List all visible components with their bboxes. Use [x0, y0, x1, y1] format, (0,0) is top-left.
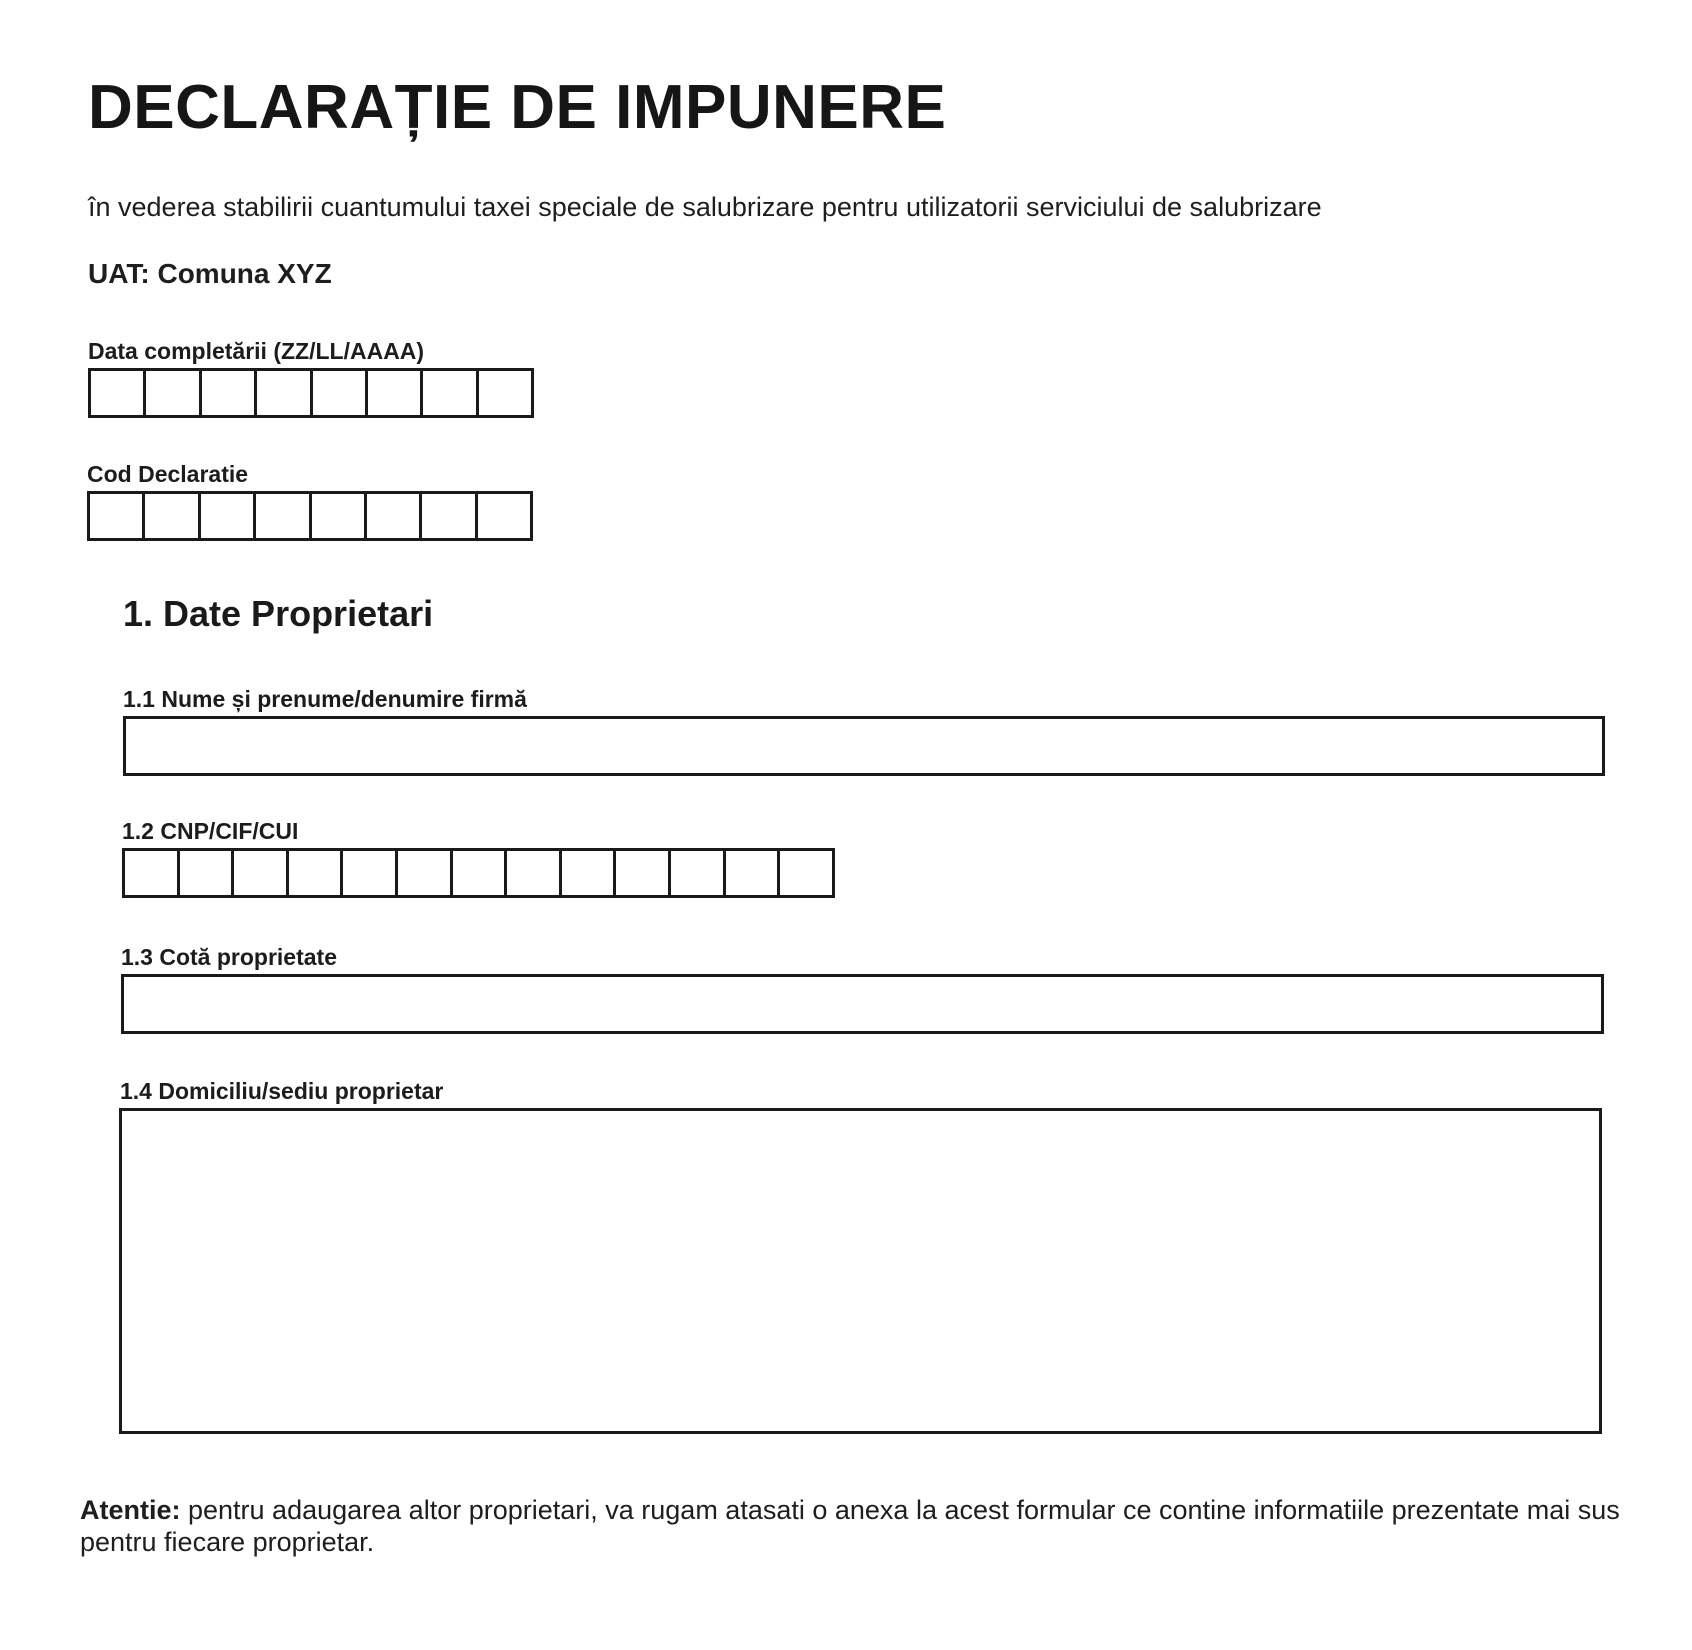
character-box[interactable] [312, 494, 367, 538]
character-box[interactable] [507, 851, 562, 895]
character-box[interactable] [202, 371, 257, 415]
character-box[interactable] [343, 851, 398, 895]
uat-label: UAT: Comuna XYZ [88, 258, 332, 289]
section-date-proprietari-title: 1. Date Proprietari [123, 593, 434, 634]
character-box[interactable] [398, 851, 453, 895]
character-box[interactable] [289, 851, 344, 895]
form-subtitle: în vederea stabilirii cuantumului taxei speciale de salubrizare pentru utilizatorii serviciului de salubrizare [88, 192, 1322, 222]
note-prefix: Atentie: [80, 1495, 181, 1525]
address-label: 1.4 Domiciliu/sediu proprietar [120, 1078, 444, 1104]
character-box[interactable] [313, 371, 368, 415]
character-box[interactable] [562, 851, 617, 895]
date-label: Data completării (ZZ/LL/AAAA) [88, 338, 425, 364]
cod-declaratie-label: Cod Declaratie [87, 461, 249, 487]
date-input-boxes[interactable] [88, 368, 534, 418]
cota-label: 1.3 Cotă proprietate [121, 944, 337, 970]
form-title: DECLARAȚIE DE IMPUNERE [88, 73, 947, 142]
character-box[interactable] [453, 851, 508, 895]
cnp-input-boxes[interactable] [122, 848, 835, 898]
character-box[interactable] [616, 851, 671, 895]
character-box[interactable] [201, 494, 256, 538]
character-box[interactable] [422, 494, 477, 538]
character-box[interactable] [257, 371, 312, 415]
character-box[interactable] [180, 851, 235, 895]
character-box[interactable] [780, 851, 832, 895]
address-field[interactable] [119, 1108, 1602, 1434]
character-box[interactable] [234, 851, 289, 895]
name-label: 1.1 Nume și prenume/denumire firmă [123, 686, 527, 712]
character-box[interactable] [256, 494, 311, 538]
note-paragraph [80, 1494, 1620, 1558]
character-box[interactable] [90, 494, 145, 538]
cnp-label: 1.2 CNP/CIF/CUI [122, 818, 299, 844]
character-box[interactable] [145, 494, 200, 538]
cota-field[interactable] [121, 974, 1604, 1034]
character-box[interactable] [671, 851, 726, 895]
character-box[interactable] [91, 371, 146, 415]
cod-declaratie-input-boxes[interactable] [87, 491, 533, 541]
character-box[interactable] [368, 371, 423, 415]
character-box[interactable] [726, 851, 781, 895]
name-field[interactable] [123, 716, 1605, 776]
character-box[interactable] [423, 371, 478, 415]
character-box[interactable] [479, 371, 531, 415]
character-box[interactable] [125, 851, 180, 895]
character-box[interactable] [478, 494, 530, 538]
note-text: pentru adaugarea altor proprietari, va rugam atasati o anexa la acest formular ce contine informatiile prezentate mai sus pentru fiecare proprietar. [80, 1495, 1620, 1557]
character-box[interactable] [146, 371, 201, 415]
character-box[interactable] [367, 494, 422, 538]
